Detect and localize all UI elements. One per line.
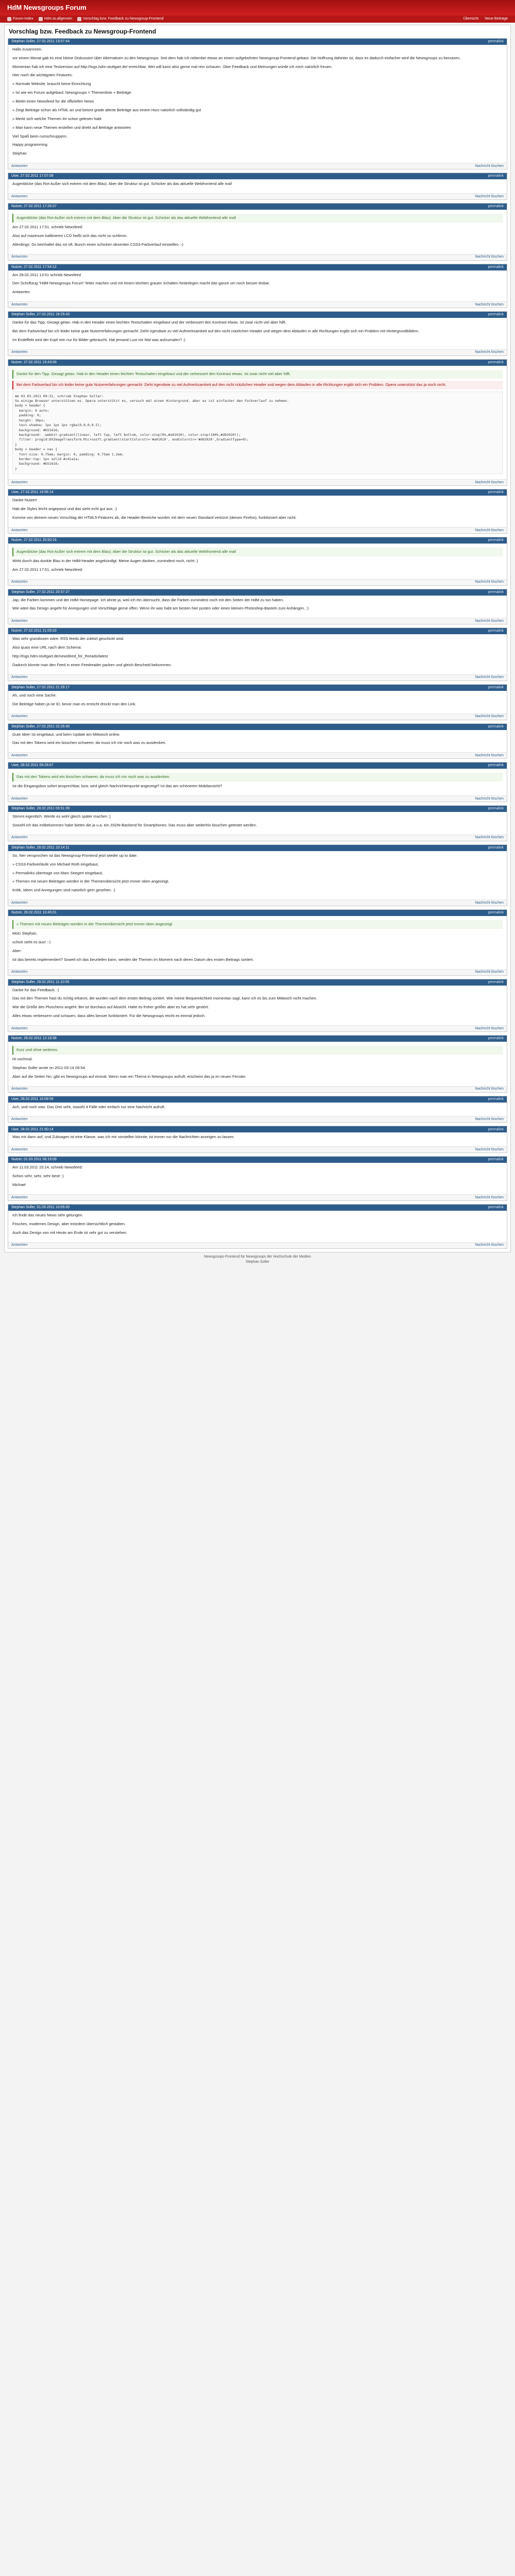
post-author-date: Nutzer, 27.02.2011 21:09:33 xyxy=(11,629,57,633)
post-footer xyxy=(8,900,507,906)
delete-button[interactable]: Nachricht löschen xyxy=(475,194,504,198)
reply-button[interactable]: Antworten xyxy=(11,836,28,840)
post-footer xyxy=(8,254,507,260)
post xyxy=(8,173,507,200)
reply-button[interactable]: Antworten xyxy=(11,715,28,719)
code-line: font-size: 0.75em; margin: 0; padding: 0.75em 1.2em; xyxy=(15,452,124,456)
post-text: Stephan Soller wrote on 2011-03-14 09:54: xyxy=(12,1065,86,1070)
code-block xyxy=(12,392,503,474)
post-text: Ich finde das neues News sehr gelungen. xyxy=(12,1212,83,1217)
post-body xyxy=(8,1132,507,1146)
folder-icon xyxy=(77,17,81,21)
delete-button[interactable]: Nachricht löschen xyxy=(475,480,504,484)
post-footer xyxy=(8,193,507,199)
post-author-date: Uwe, 28.02.2011 15:09:59 xyxy=(11,1097,54,1101)
post-footer xyxy=(8,752,507,758)
post-body xyxy=(8,634,507,674)
reply-button[interactable]: Antworten xyxy=(11,1026,28,1030)
delete-button[interactable]: Nachricht löschen xyxy=(475,753,504,757)
code-line: text-shadow: 1px 1px 1px rgba(0,0,0,0.5); xyxy=(15,423,102,428)
permalink[interactable]: permalink xyxy=(488,590,504,594)
code-line: body > header { xyxy=(15,403,45,408)
delete-button[interactable]: Nachricht löschen xyxy=(475,302,504,307)
post xyxy=(8,723,507,759)
permalink[interactable]: permalink xyxy=(488,807,504,811)
post-footer xyxy=(8,1025,507,1031)
post xyxy=(8,805,507,841)
post-text: Hier noch die wichtigsten Features: xyxy=(12,73,73,78)
breadcrumb-label[interactable]: Vorschlag bzw. Feedback zu Newsgroup-Frontend xyxy=(83,17,164,21)
delete-button[interactable]: Nachricht löschen xyxy=(475,1026,504,1030)
post-author-date: Nutzer, 28.02.2011 10:45:01 xyxy=(11,911,57,915)
code-line: height: 30px; xyxy=(15,418,45,422)
post-author-date: Nutzer, 27.02.2011 17:26:37 xyxy=(11,205,57,209)
post-text: Also quasi eine URL nach dem Schema: xyxy=(12,645,82,650)
post xyxy=(8,264,507,309)
delete-button[interactable]: Nachricht löschen xyxy=(475,715,504,719)
post xyxy=(8,489,507,534)
post-author-date: Stephan Soller, 28.02.2011 09:51:39 xyxy=(11,807,70,811)
reply-button[interactable]: Antworten xyxy=(11,350,28,354)
post-body xyxy=(8,270,507,302)
post-text: Frisches, modernes Design, aber trotzdem übersichtlich gestalten. xyxy=(12,1221,126,1226)
reply-button[interactable]: Antworten xyxy=(11,194,28,198)
post xyxy=(8,38,507,170)
permalink[interactable]: permalink xyxy=(488,1127,504,1131)
breadcrumb-label[interactable]: Forum-Index xyxy=(13,17,33,21)
code-line: } xyxy=(15,442,17,447)
permalink[interactable]: permalink xyxy=(488,724,504,728)
quote: Augenblicke (das Rot-Außer sich extrem mit dem Blau). Aber die Struktur ist gut. Schicker als das aktuelle Webfrontend alle mal! xyxy=(12,548,503,556)
post-text: » Permalinks übertrage von Marc Seegert eingebaut, xyxy=(12,870,103,875)
post-text: Was sehr grandiosen wäre: RSS feeds der zuletzt geschickt sind. xyxy=(12,636,124,641)
post-text: Am 27.02.2011 17:51, schrieb Newsfeed: xyxy=(12,567,83,572)
post-text: » Zeigt Beiträge schon als HTML an und betont grade alterte Beiträge aus einem Hurz natürlich vollständig gut xyxy=(12,107,201,112)
post-footer xyxy=(8,618,507,624)
permalink[interactable]: permalink xyxy=(488,1158,504,1162)
post-header xyxy=(8,628,507,634)
post-author-date: Stephan Soller, 01.03.2011 10:05:00 xyxy=(11,1206,70,1210)
post-header xyxy=(8,312,507,318)
post-header xyxy=(8,173,507,179)
post-text: Hab die Styles leicht angepasst und das sieht echt gut aus. :) xyxy=(12,506,117,512)
post-text: Wie wäre das Design angeht für Anregungen und Vorschläge gerne offen. Wenn ihr was habt am besten hier posten oder einen kleinen Photoshop-Basteln zum Anhängen. :) xyxy=(12,606,309,611)
post-footer xyxy=(8,301,507,308)
post-header xyxy=(8,1126,507,1132)
reply-button[interactable]: Antworten xyxy=(11,255,28,259)
post-author-date: Stephan Soller, 28.02.2011 11:10:55 xyxy=(11,980,70,984)
post-header xyxy=(8,845,507,851)
post-header xyxy=(8,589,507,596)
reply-button[interactable]: Antworten xyxy=(11,302,28,307)
post-text: Sowohl ich das mitbekommen habe bieten die ja u.a. ein JSON-Backend für Smartphones. Das muss aber weiterhin bisschen getestet werden. xyxy=(12,822,257,827)
breadcrumb-item[interactable] xyxy=(77,16,163,22)
post-footer xyxy=(8,349,507,355)
footer-author[interactable]: Stephan Soller xyxy=(246,1260,269,1264)
breadcrumb xyxy=(0,15,515,23)
code-line: background: #b51616; xyxy=(15,462,60,466)
post xyxy=(8,1156,507,1201)
permalink[interactable]: permalink xyxy=(488,205,504,209)
post-text: Das mit den Themen hast du richtig erkannt, die wurden nach dem ersten Beitrag sortiert. Wie meine Bequemlichkeit momentan sagt, kann ich es bis zum Mittwoch nicht machen. xyxy=(12,996,317,1001)
post-header xyxy=(8,806,507,812)
post-text: » Man kann neue Themen erstellen und direkt auf Beiträge antworten xyxy=(12,125,131,130)
post-text: Ah, und noch eine Sache: xyxy=(12,692,57,698)
post-text: Wie die Größe des Pluschens angeht: Bei ist durchaus auf Absicht. Hatte es früher größer aber es hat sehr gestört. xyxy=(12,1005,209,1010)
permalink[interactable]: permalink xyxy=(488,39,504,43)
permalink[interactable]: permalink xyxy=(488,685,504,689)
post-text: Was mir dann auf, und Zubsagen ist eine Klasse, was ich mir vorstellen könnte, ist immer nur die Nachrichten anzeigen zu lassen. xyxy=(12,1134,235,1140)
quote: Bei dem Farbverlauf bin ich leider keine gute Nutzererfahrungen gemacht: Zieht irgendwie zu viel Aufmerksamkeit auf den nicht nützlichen Header und wegen dem Ablaufen in alle Richtungen ergibt sich ein Problem. Opera unterstützt das ja noch nicht. xyxy=(12,381,503,389)
post-text: » Normale Website, braucht keine Einrichtung xyxy=(12,81,91,87)
post-footer xyxy=(8,479,507,485)
post-text: Hi nochmal. xyxy=(12,1056,33,1061)
post-body xyxy=(8,45,507,163)
code-line: border-top: 1px solid #c41a1a; xyxy=(15,457,80,462)
permalink[interactable]: permalink xyxy=(488,174,504,178)
post-body xyxy=(8,210,507,254)
permalink[interactable]: permalink xyxy=(488,1037,504,1041)
post-header xyxy=(8,537,507,544)
post-footer xyxy=(8,1146,507,1153)
post-text: Aber auf die Seiten hin, gibt es Newsgroups auf einmal. Wenn man ein Thema in Newsgroups aufruft, erscheint das ja im neuen Fenster. xyxy=(12,1074,247,1079)
post-author-date: Uwe, 27.02.2011 17:07:08 xyxy=(11,174,54,178)
post-text: Alles etwas verbessern und schauen, dass alles besser funktioniert. Für die Newsgroups reicht es einmal jedoch. xyxy=(12,1013,206,1019)
reply-button[interactable]: Antworten xyxy=(11,753,28,757)
post-text: Momentan hab ich eine Testversion auf http://tsgs.hdm-stuttgart.de/ erreichbar. Wer will kann also gerne mal rein schauen. Über Feedback und Meinungen würde ich mich natürlich freuen. xyxy=(12,64,333,69)
post-body xyxy=(8,1103,507,1116)
reply-button[interactable]: Antworten xyxy=(11,1195,28,1199)
post xyxy=(8,844,507,906)
reply-button[interactable]: Antworten xyxy=(11,901,28,905)
quote: Kurz und ohne weiteres: xyxy=(12,1046,503,1055)
post-text: Danke Nutzer! xyxy=(12,498,37,503)
post-header xyxy=(8,979,507,986)
post-header xyxy=(8,1096,507,1103)
post-footer xyxy=(8,1242,507,1248)
post-footer xyxy=(8,527,507,533)
post-text: Den Schriftzug "HdM Newsgroups Forum" fetter machen und mit einem leichten grauen Schatten hinterlegen macht das ganze um noch besser lesbar. xyxy=(12,281,270,286)
post-text: schick sieht es aus! :-) xyxy=(12,939,51,944)
delete-button[interactable]: Nachricht löschen xyxy=(475,619,504,623)
post-header xyxy=(8,724,507,730)
delete-button[interactable]: Nachricht löschen xyxy=(475,1243,504,1247)
reply-button[interactable]: Antworten xyxy=(11,1147,28,1151)
post-footer xyxy=(8,1116,507,1122)
post-header xyxy=(8,264,507,270)
post-body xyxy=(8,769,507,795)
post-author-date: Uwe, 27.02.2011 19:56:14 xyxy=(11,490,54,495)
post xyxy=(8,1096,507,1123)
nav-link[interactable]: Übersicht xyxy=(463,17,479,21)
permalink[interactable]: permalink xyxy=(488,313,504,317)
post-header xyxy=(8,360,507,366)
post-text: Komme von deinem neuen Vorschlag der HTML5-Features ab, die Header-Bereiche wurden mit dem neuen Standard verkürzt (deinen Firefox), funktioniert aber nicht. xyxy=(12,515,297,520)
post-author-date: Uwe, 28.02.2011 09:28:07 xyxy=(11,764,54,768)
post-body xyxy=(8,986,507,1026)
post-author-date: Nutzer, 01.03.2011 06:15:09 xyxy=(11,1158,57,1162)
footer-text: Newsgroups-Frontend für Newsgroups der Hochschule der Medien xyxy=(204,1255,311,1259)
post xyxy=(8,684,507,720)
quote: Das mit den Tokens wird ein bisschen schwerer, da muss ich mir noch was zu ausdenken. xyxy=(12,773,503,782)
reply-button[interactable]: Antworten xyxy=(11,580,28,584)
permalink[interactable]: permalink xyxy=(488,265,504,269)
post-text: Gute Idee! Ist eingebaut, und beim Update am Mittwoch online. xyxy=(12,732,121,737)
page-title: Vorschlag bzw. Feedback zu Newsgroup-Frontend xyxy=(9,28,157,35)
post xyxy=(8,311,507,356)
post-author-date: Stephan Soller, 27.02.2011 20:57:27 xyxy=(11,590,70,594)
post-body xyxy=(8,179,507,193)
post-text: Michael xyxy=(12,1182,26,1188)
post-footer xyxy=(8,835,507,841)
post-header xyxy=(8,685,507,691)
main-content xyxy=(4,25,511,1252)
post xyxy=(8,589,507,625)
code-line: body > header > nav { xyxy=(15,447,58,452)
delete-button[interactable]: Nachricht löschen xyxy=(475,675,504,680)
post-text: Moin Stephan, xyxy=(12,931,38,936)
post-body xyxy=(8,1163,507,1194)
page-footer xyxy=(0,1252,515,1267)
breadcrumb-item[interactable] xyxy=(7,16,33,22)
app-title[interactable]: HdM Newsgroups Forum xyxy=(7,3,87,11)
post-footer xyxy=(8,795,507,802)
delete-button[interactable]: Nachricht löschen xyxy=(475,1087,504,1091)
permalink[interactable]: permalink xyxy=(488,360,504,364)
folder-icon xyxy=(7,17,11,21)
post-body xyxy=(8,318,507,349)
post xyxy=(8,359,507,486)
post-text: So, hier versprochen ist das Newsgroup-Frontend jetzt wieder up to date: xyxy=(12,853,138,858)
post xyxy=(8,979,507,1032)
post-author-date: Nutzer, 27.02.2011 19:43:09 xyxy=(11,360,57,364)
post-author-date: Stephan Soller, 28.02.2011 10:14:11 xyxy=(11,845,70,850)
permalink[interactable]: permalink xyxy=(488,629,504,633)
post-text: » Ist wie ein Forum aufgebaut: Newsgroups = Themenliste + Beiträge xyxy=(12,90,131,95)
reply-button[interactable]: Antworten xyxy=(11,1243,28,1247)
app-header xyxy=(0,0,515,15)
post-header xyxy=(8,762,507,769)
post-text: Dadurch könnte man den Feed in einen Feedreader packen und gleich Bescheid bekommen. xyxy=(12,662,172,667)
delete-button[interactable]: Nachricht löschen xyxy=(475,350,504,354)
post-text: Im Endeffekt wird der Kopf rein nur für Bilder gebraucht. Hat jemand Lust mir Mal was aufzumalen? :) xyxy=(12,337,185,342)
post-text: Jap, die Farben kommen und der HdM Homepage. Ich ahnte ja, weil ich ein übersucht, dass die Farben zumindest noch mit den Seiten der HdM zu tun haben. xyxy=(12,597,284,602)
post-header xyxy=(8,1205,507,1211)
code-line: padding: 0; xyxy=(15,413,41,418)
post-author-date: Nutzer, 27.02.2011 17:54:12 xyxy=(11,265,57,269)
post-body xyxy=(8,916,507,969)
delete-button[interactable]: Nachricht löschen xyxy=(475,580,504,584)
delete-button[interactable]: Nachricht löschen xyxy=(475,796,504,801)
permalink[interactable]: permalink xyxy=(488,1206,504,1210)
post-text: » CSS3-Farbverläufe von Michael Roth eingebaut, xyxy=(12,861,99,867)
permalink[interactable]: permalink xyxy=(488,911,504,915)
post-text: Stimmt eigentlich. Werde es wohl gleich später machen :) xyxy=(12,814,111,819)
reply-button[interactable]: Antworten xyxy=(11,619,28,623)
post xyxy=(8,909,507,975)
post-author-date: Stephan Soller, 27.02.2011 22:26:40 xyxy=(11,724,70,728)
post-text: Ist die Eingangsbox sofort ansprechbar, bzw. wird gleich Nachrichtenpunkt angezeigt? Ist das am schöneren Mobilansicht? xyxy=(12,784,222,789)
post xyxy=(8,537,507,586)
post-text: vor einem Monat gab es eine kleine Diskussion über Alternativen zu den Newsgroups. Seit dem hab ich nebenbei etwas an einem aufgebohrten Newsgroup-Frontend gebaut. Die Hoffnung dahinter ist, dass es dadurch einfacher wird die Newsgroups zu benutzen. xyxy=(12,55,461,60)
post-text: Kritik, Ideen und Anregungen sind natürlich gern gesehen. :) xyxy=(12,888,115,893)
permalink[interactable]: permalink xyxy=(488,1097,504,1101)
post-body xyxy=(8,851,507,900)
post xyxy=(8,203,507,261)
post-text: Antworten xyxy=(12,290,30,295)
delete-button[interactable]: Nachricht löschen xyxy=(475,528,504,532)
post-footer xyxy=(8,163,507,169)
post-body xyxy=(8,812,507,835)
post-body xyxy=(8,1211,507,1242)
reply-button[interactable]: Antworten xyxy=(11,796,28,801)
permalink[interactable]: permalink xyxy=(488,980,504,984)
post-text: Am 28.02.2011 13:51 schrieb Newsfeed xyxy=(12,272,81,277)
code-line: background: -webkit-gradient(linear, left top, left bottom, color-stop(0%,#a01010), color-stop(100%,#d02020)); xyxy=(15,432,241,437)
code-line: filter: progid:DXImageTransform.Microsoft.gradient(startColorstr='#a01010', endColorstr='#d02020',GradientType=0); xyxy=(15,437,249,442)
post-text: Also auf maximum kalibrieren LCD heißt sich das nicht so schlimm. xyxy=(12,233,128,238)
post-author-date: Stephan Soller, 27.02.2011 21:29:17 xyxy=(11,685,70,689)
post-text: Ist das bereits implementiert? Soweit ich das beurteilen kann, werden die Themen im Moment nach deren Datum des ersten Beitrags sortiert. xyxy=(12,957,254,962)
delete-button[interactable]: Nachricht löschen xyxy=(475,970,504,974)
permalink[interactable]: permalink xyxy=(488,538,504,543)
reply-button[interactable]: Antworten xyxy=(11,164,28,168)
breadcrumb-label[interactable]: Hdm.ta.allgemein xyxy=(44,17,73,21)
breadcrumb-item[interactable] xyxy=(39,16,72,22)
post-body xyxy=(8,1042,507,1086)
post xyxy=(8,1204,507,1249)
post-text: http://tsgs.hdm-stuttgart.de/newsfeed_for_threads/latest xyxy=(12,654,108,659)
post-text: Das mit den Tokens wird ein bisschen schwerer, da muss ich mir noch was zu ausdenken. xyxy=(12,740,166,745)
post-author-date: Uwe, 28.02.2011 21:50:14 xyxy=(11,1127,54,1131)
post-text: Viel Spaß beim rumschnuppern. xyxy=(12,133,67,139)
post xyxy=(8,1126,507,1153)
permalink[interactable]: permalink xyxy=(488,490,504,495)
delete-button[interactable]: Nachricht löschen xyxy=(475,901,504,905)
reply-button[interactable]: Antworten xyxy=(11,1087,28,1091)
post-text: Bei dem Farbverlauf bin ich leider keine gute Nutzererfahrungen gemacht: Zieht irgendwie zu viel Aufmerksamkeit auf den nicht nützlichen Header und wegen dem Ablaufen in alle Richtungen ergibt sich ein Problem mit Hintergrundbildern. xyxy=(12,329,420,334)
post-text: » Merkt sich welche Themen ihr schon gelesen habt xyxy=(12,116,101,121)
code-line: Am 03.03.2011 09:31, schrieb Stephan Soller: xyxy=(15,394,104,398)
post-author-date: Nutzer, 27.02.2011 20:50:16 xyxy=(11,538,57,543)
post-text: Allerdings: Du beinhaltet das rot oft. Bunch einen schicken dezenten CSS3-Farbverlauf einstellen :-) xyxy=(12,242,183,247)
code-line: background: #b51616; xyxy=(15,428,60,432)
nav-link[interactable]: Neue Beiträge xyxy=(485,17,508,21)
post-body xyxy=(8,691,507,714)
folder-icon xyxy=(39,17,43,21)
post-text: » Themen mit neuen Beiträgen werden in der Themenübersicht jetzt immer oben angezeigt. xyxy=(12,879,169,884)
post-text: Stephan xyxy=(12,151,27,156)
reply-button[interactable]: Antworten xyxy=(11,528,28,532)
quote: » Themen mit neuen Beiträgen werden in der Themenübersicht jetzt immer oben angezeigt xyxy=(12,920,503,929)
reply-button[interactable]: Antworten xyxy=(11,675,28,680)
permalink[interactable]: permalink xyxy=(488,764,504,768)
post-author-date: Stephan Soller, 27.02.2011 18:25:43 xyxy=(11,313,70,317)
post-text: Wirkt durch das dunkle Blau in der HdM-Header angekündigt. Meine Augen danken, zumindest noch, nicht :) xyxy=(12,558,198,563)
post-footer xyxy=(8,1194,507,1200)
post-header xyxy=(8,39,507,45)
delete-button[interactable]: Nachricht löschen xyxy=(475,1147,504,1151)
post-text: Schon sehr, sehr, sehr best! :) xyxy=(12,1174,64,1179)
quote: Danke für den Tipp. Gesagt getan. Hab in den Header einen leichten Textschatten eingebaut und der verbessert den Kontrast etwas. Ist zwar nicht viel aber hilft. xyxy=(12,370,503,379)
post-text: Auch das Design von mit Heute am Ende ist sehr gut zu verstehen. xyxy=(12,1230,128,1235)
post-text: Aber: xyxy=(12,948,22,953)
post-header xyxy=(8,1036,507,1042)
post-text: Danke für das Feedback. :) xyxy=(12,987,59,992)
post-header xyxy=(8,910,507,916)
post-text: Danke für das Tipp. Gesagt getan. Hab in den Header einen leichten Textschatten eingebaut und der verbessert den Kontrast etwas. Ist zwar nicht viel aber hilft. xyxy=(12,320,286,325)
post-text: Augenblicke (das Rot-Außer sich extrem mit dem Blau). Aber die Struktur ist gut. Schicker als das aktuelle Webfrontend alle mal! xyxy=(12,181,232,187)
post-text: Happy programming xyxy=(12,142,47,147)
post-text: Ach, und noch was. Das Drei seht, sowohl 4 Fälle oder einfach nur eine Nachricht aufruft. xyxy=(12,1104,165,1109)
post-text: Die Beiträge haben ja ne ID, bevor man es erreicht drückt man den Link. xyxy=(12,701,136,706)
post-header xyxy=(8,204,507,210)
reply-button[interactable]: Antworten xyxy=(11,970,28,974)
post-body xyxy=(8,544,507,579)
post-author-date: Nutzer, 28.02.2011 12:18:38 xyxy=(11,1037,57,1041)
post xyxy=(8,628,507,681)
post xyxy=(8,1035,507,1093)
reply-button[interactable]: Antworten xyxy=(11,1117,28,1122)
post-header xyxy=(8,1157,507,1163)
post-footer xyxy=(8,579,507,585)
post-author-date: Stephan Soller, 27.02.2011 13:57:44 xyxy=(11,39,70,43)
delete-button[interactable]: Nachricht löschen xyxy=(475,1195,504,1199)
post xyxy=(8,762,507,802)
permalink[interactable]: permalink xyxy=(488,845,504,850)
delete-button[interactable]: Nachricht löschen xyxy=(475,836,504,840)
quote: Augenblicke (das Rot-Außer sich extrem mit dem Blau). Aber die Struktur ist gut. Schicker als das aktuelle Webfrontend alle mal! xyxy=(12,214,503,223)
post-footer xyxy=(8,1086,507,1092)
post-footer xyxy=(8,674,507,681)
code-line: } xyxy=(15,466,17,471)
code-line: margin: 0 auto; xyxy=(15,408,49,413)
post-text: Am 11.03.2011 15:14, schrieb Newsfeed: xyxy=(12,1165,83,1170)
post-body xyxy=(8,366,507,480)
delete-button[interactable]: Nachricht löschen xyxy=(475,255,504,259)
post-body xyxy=(8,596,507,618)
code-line: So einige Browser unterstützen es. Opera unterstützt es, versuch mal einen Hintergrund, aber es ist einfacher den Farbverlauf zu nehmen. xyxy=(15,398,289,403)
reply-button[interactable]: Antworten xyxy=(11,480,28,484)
post-body xyxy=(8,730,507,753)
post-text: » Bietet einen Newsfeed für die offiziellen News xyxy=(12,99,94,104)
post-text: Am 27.02.2011 17:51, schrieb Newsfeed: xyxy=(12,224,83,229)
delete-button[interactable]: Nachricht löschen xyxy=(475,1117,504,1122)
post-footer xyxy=(8,969,507,975)
post-body xyxy=(8,496,507,527)
delete-button[interactable]: Nachricht löschen xyxy=(475,164,504,168)
post-header xyxy=(8,489,507,496)
post-text: Hallo zusammen, xyxy=(12,46,42,52)
post-footer xyxy=(8,714,507,720)
